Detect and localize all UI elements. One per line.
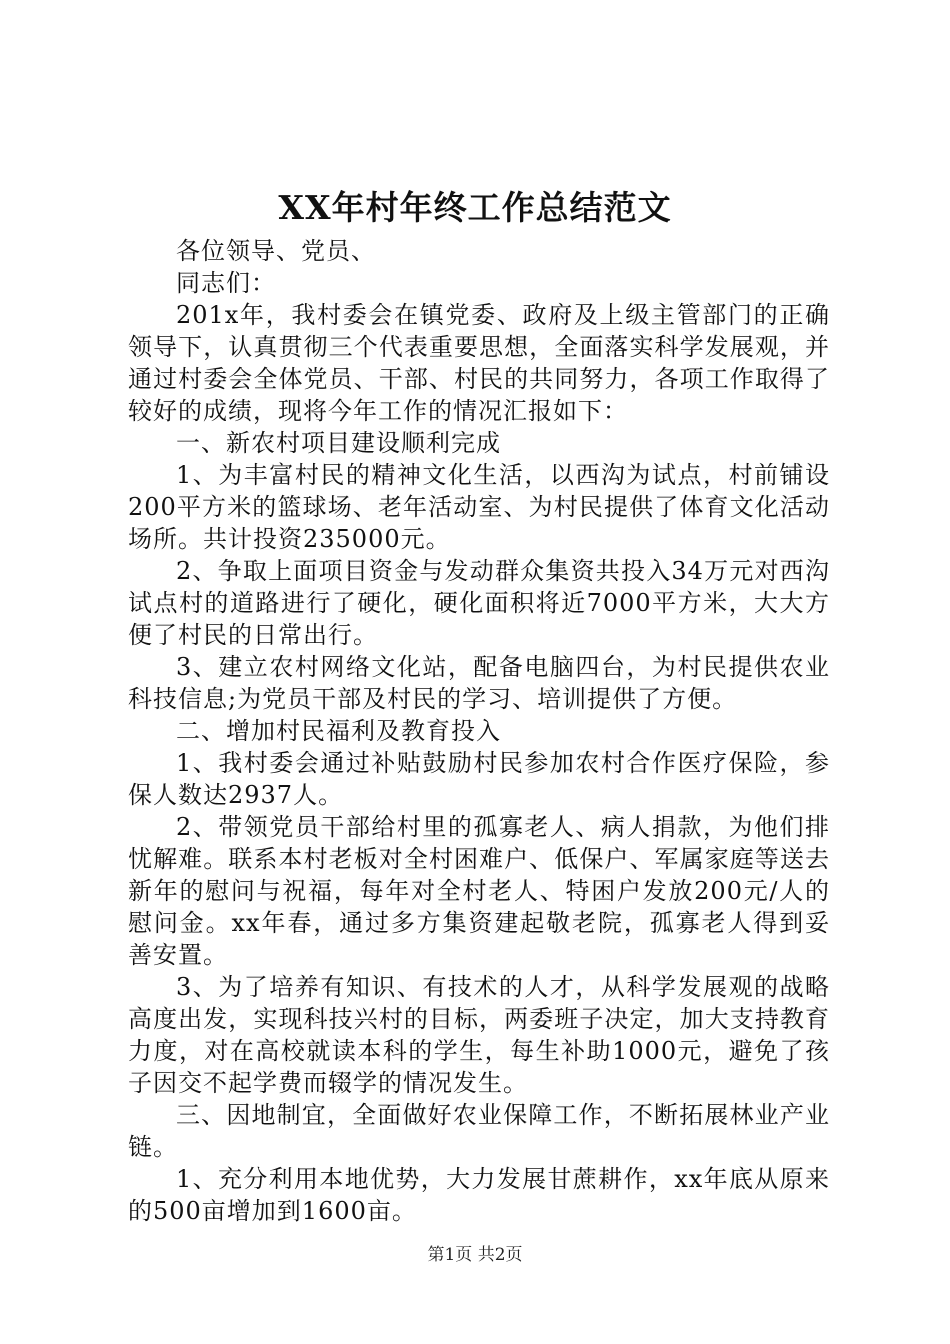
paragraph-salutation-2: 同志们： [176,269,276,297]
paragraph-item: 1、为丰富村民的精神文化生活，以西沟为试点，村前铺设200平方米的篮球场、老年活动室、为村民提供了体育文化活动场所。共计投资235000元。 [128,461,830,553]
section-heading-1: 一、新农村项目建设顺利完成 [176,429,501,457]
document-body [128,235,830,1227]
paragraph-item: 1、充分利用本地优势，大力发展甘蔗耕作，xx年底从原来的500亩增加到1600亩。 [128,1165,830,1225]
paragraph-item: 1、我村委会通过补贴鼓励村民参加农村合作医疗保险，参保人数达2937人。 [128,749,830,809]
section-heading-3: 三、因地制宜，全面做好农业保障工作，不断拓展林业产业链。 [128,1101,830,1161]
paragraph-intro: 201x年，我村委会在镇党委、政府及上级主管部门的正确领导下，认真贯彻三个代表重要思想，全面落实科学发展观，并通过村委会全体党员、干部、村民的共同努力，各项工作取得了较好的成绩，现将今年工作的情况汇报如下： [128,301,830,425]
document-title: XX年村年终工作总结范文 [278,188,672,227]
section-heading-2: 二、增加村民福利及教育投入 [176,717,501,745]
page-indicator: 第1页 共2页 [427,1245,523,1265]
paragraph-item: 2、带领党员干部给村里的孤寡老人、病人捐款，为他们排忧解难。联系本村老板对全村困难户、低保户、军属家庭等送去新年的慰问与祝福，每年对全村老人、特困户发放200元/人的慰问金。xx年春，通过多方集资建起敬老院，孤寡老人得到妥善安置。 [128,813,830,969]
paragraph-item: 2、争取上面项目资金与发动群众集资共投入34万元对西沟试点村的道路进行了硬化，硬化面积将近7000平方米，大大方便了村民的日常出行。 [128,557,830,649]
paragraph-item: 3、为了培养有知识、有技术的人才，从科学发展观的战略高度出发，实现科技兴村的目标，两委班子决定，加大支持教育力度，对在高校就读本科的学生，每生补助1000元，避免了孩子因交不起学费而辍学的情况发生。 [128,973,830,1097]
paragraph-item: 3、建立农村网络文化站，配备电脑四台，为村民提供农业科技信息;为党员干部及村民的学习、培训提供了方便。 [128,653,830,713]
paragraph-salutation-1: 各位领导、党员、 [176,237,376,265]
